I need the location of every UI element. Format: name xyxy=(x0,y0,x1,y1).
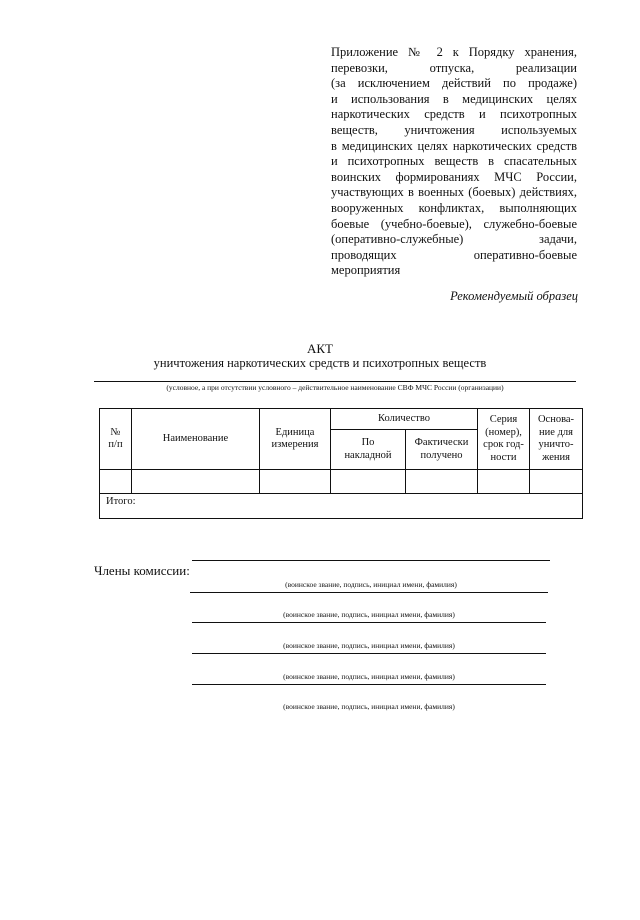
header-quantity: Количество xyxy=(331,409,478,430)
signature-caption: (воинское звание, подпись, инициал имени, фамилия) xyxy=(283,672,455,681)
header-number: № п/п xyxy=(100,409,132,470)
signature-caption: (воинское звание, подпись, инициал имени, фамилия) xyxy=(283,641,455,650)
cell-qty-actual[interactable] xyxy=(406,470,478,494)
organization-caption: (условное, а при отсутствии условного – действительное наименование СВФ МЧС России (организации) xyxy=(166,383,504,392)
signature-line[interactable] xyxy=(190,592,548,593)
organization-fill-line[interactable] xyxy=(94,381,576,382)
sample-note: Рекомендуемый образец xyxy=(450,289,578,303)
appendix-line: перевозки, отпуска, реализации xyxy=(331,60,577,75)
total-row xyxy=(100,494,583,519)
appendix-header xyxy=(331,45,577,279)
signature-caption: (воинское звание, подпись, инициал имени, фамилия) xyxy=(283,702,455,711)
total-label: Итого: xyxy=(100,494,583,519)
signature-line[interactable] xyxy=(192,653,546,654)
signature-line[interactable] xyxy=(192,622,546,623)
appendix-line: проводящих оперативно-боевые xyxy=(331,247,577,262)
appendix-line: участвующих в военных (боевых) действиях, xyxy=(331,185,577,200)
cell-series[interactable] xyxy=(478,470,530,494)
header-name: Наименование xyxy=(132,409,260,470)
commission-members-label: Члены комиссии: xyxy=(94,563,190,578)
cell-unit[interactable] xyxy=(260,470,331,494)
cell-number[interactable] xyxy=(100,470,132,494)
header-qty-actual: Фактически получено xyxy=(406,430,478,470)
table-row xyxy=(100,470,583,494)
appendix-line: Приложение № 2 к Порядку хранения, xyxy=(331,45,577,59)
appendix-line: в медицинских целях наркотических средств xyxy=(331,138,577,153)
appendix-line: и психотропных веществ в спасательных xyxy=(331,154,577,169)
appendix-line: боевые (учебно-боевые), служебно-боевые xyxy=(331,216,577,231)
appendix-line: и использования в медицинских целях xyxy=(331,91,577,106)
header-qty-invoice: По накладной xyxy=(331,430,406,470)
destruction-table xyxy=(99,408,582,518)
appendix-line: воинских формированиях МЧС России, xyxy=(331,169,577,184)
act-subtitle: уничтожения наркотических средств и психотропных веществ xyxy=(153,356,487,370)
appendix-line: веществ, уничтожения используемых xyxy=(331,122,577,137)
cell-qty-invoice[interactable] xyxy=(331,470,406,494)
signature-caption: (воинское звание, подпись, инициал имени, фамилия) xyxy=(285,580,457,589)
appendix-line: (оперативно-служебные) задачи, xyxy=(331,232,577,247)
appendix-line: мероприятия xyxy=(331,263,401,278)
header-basis: Основа- ние для уничто- жения xyxy=(530,409,583,470)
header-series: Серия (номер), срок год- ности xyxy=(478,409,530,470)
signature-line[interactable] xyxy=(192,560,550,561)
signature-caption: (воинское звание, подпись, инициал имени, фамилия) xyxy=(283,610,455,619)
cell-basis[interactable] xyxy=(530,470,583,494)
cell-name[interactable] xyxy=(132,470,260,494)
appendix-line: (за исключением действий по продаже) xyxy=(331,76,577,91)
appendix-line: наркотических средств и психотропных xyxy=(331,107,577,122)
signature-line[interactable] xyxy=(192,684,546,685)
appendix-line: вооруженных конфликтах, выполняющих xyxy=(331,200,577,215)
header-unit: Единица измерения xyxy=(260,409,331,470)
act-title: АКТ xyxy=(307,341,333,356)
